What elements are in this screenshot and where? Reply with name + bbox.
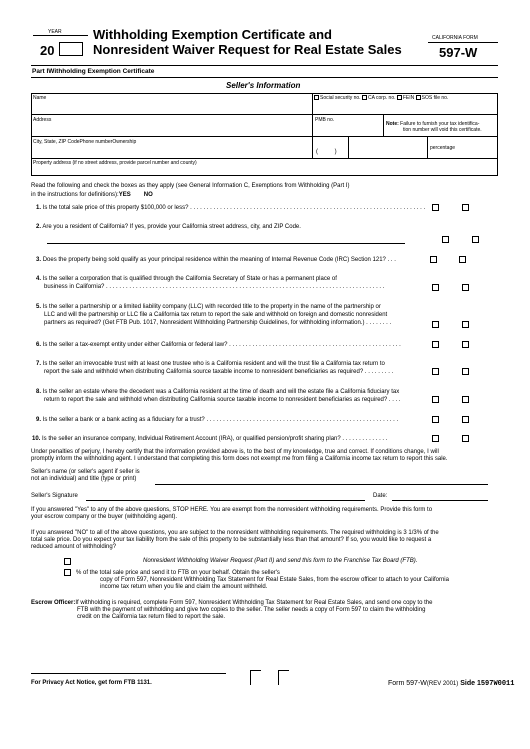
q6-yes-checkbox[interactable]	[432, 341, 439, 348]
q2-yes-checkbox[interactable]	[442, 236, 449, 243]
q9-yes-checkbox[interactable]	[432, 416, 439, 423]
question-10: 10. Is the seller an insurance company, Individual Retirement Account (IRA), or qualified pension/profit sharing plan? . . . . . . . . . . . . . .	[32, 436, 388, 442]
state-form-label: CALIFORNIA FORM	[432, 35, 478, 41]
question-3: 3. Does the property being sold qualify as your principal residence within the meaning of Internal Revenue Code (IRC) Section 121? . . .	[36, 257, 396, 263]
question-9: 9. Is the seller a bank or a bank acting as a fiduciary for a trust? . . . . . . . . . . . . . . . . . . . . . . . . . . . . . . . . . . . . . . . . . . . . . . . . . . . . . . . . . .	[36, 417, 399, 423]
q1-yes-checkbox[interactable]	[432, 204, 439, 211]
q9-no-checkbox[interactable]	[462, 416, 469, 423]
privacy-notice: For Privacy Act Notice, get form FTB 1131.	[31, 680, 152, 686]
corner-mark-right	[278, 670, 289, 685]
instructions-line2: in the instructions for definitions):YES NO	[31, 192, 153, 198]
form-title-line2: Nonresident Waiver Request for Real Estate Sales	[93, 42, 402, 57]
escrow-officer-text: Escrow Officer:If withholding is required, complete Form 597, Nonresident Withholding Tax Statement for Real Estate Sales, and send one copy to the FTB with the payment of withholding and give two copies to the seller. The seller needs a copy of Form 597 to claim the withholding credit on the California tax return filed to report the sale.	[31, 600, 433, 620]
address-label: Address	[33, 117, 52, 123]
fein-checkbox[interactable]	[397, 95, 402, 100]
q2-address-line[interactable]	[47, 243, 405, 244]
corner-mark-left	[250, 670, 261, 685]
phone-field[interactable]	[314, 146, 346, 157]
question-6: 6. Is the seller a tax-exempt entity under either California or federal law? . . . . . . . . . . . . . . . . . . . . . . . . . . . . . . . . . . . . . . . . . . . . . . . . . . . .	[36, 342, 401, 348]
withhold-percent-option: % of the total sale price and send it to FTB on your behalf. Obtain the seller's copy of Form 597, Nonresident Withholding Tax Statement for Real Estate Sales, from the escrow officer to attach to your California income tax return when you file and claim the amount withheld.	[76, 570, 449, 590]
id-options: Social security no. CA corp. no. FEIN SOS file no.	[314, 95, 448, 101]
id-number-field[interactable]	[314, 102, 496, 113]
seller-name-label: Seller's name (or seller's agent if seller is not an individual) and title (type or print)	[31, 469, 140, 482]
question-1: 1. Is the total sale price of this property $100,000 or less? . . . . . . . . . . . . . . . . . . . . . . . . . . . . . . . . . . . . . . . . . . . . . . . . . . . . . . . . . . . . . . . . . . . . . . .	[36, 205, 426, 211]
q7-no-checkbox[interactable]	[462, 368, 469, 375]
name-field[interactable]	[32, 102, 310, 113]
ssn-checkbox[interactable]	[314, 95, 319, 100]
city-state-zip-label: City, State, ZIP CodePhone numberOwnership	[33, 139, 137, 145]
q3-no-checkbox[interactable]	[459, 256, 466, 263]
pmb-field[interactable]	[314, 124, 381, 135]
year-label: YEAR	[48, 29, 62, 35]
form-number: 597-W	[439, 45, 478, 60]
q4-yes-checkbox[interactable]	[432, 284, 439, 291]
property-address-label: Property address (if no street address, provide parcel number and county)	[33, 160, 197, 166]
ca-corp-checkbox[interactable]	[362, 95, 367, 100]
seller-signature-line[interactable]	[86, 500, 365, 501]
part-label: Part IWithholding Exemption Certificate	[32, 68, 155, 75]
pmb-label: PMB no.	[315, 117, 335, 123]
percentage-label: percentage	[430, 145, 456, 151]
seller-signature-label: Seller's Signature	[31, 493, 78, 499]
waiver-request-checkbox[interactable]	[64, 558, 71, 565]
q2-no-checkbox[interactable]	[472, 236, 479, 243]
footer-form-id: Form 597-W(REV 2001) Side 1597W0011	[388, 680, 515, 688]
year-input-box[interactable]	[59, 42, 83, 56]
perjury-statement: Under penalties of perjury, I hereby certify that the information provided above is, to the best of my knowledge, true and correct. If conditions change, I will promptly inform the withholding agent. I understand that completing this form does not exempt me from filing a California income tax return to report this sale.	[31, 449, 448, 462]
question-2: 2. Are you a resident of California? If yes, provide your California street address, city, and ZIP Code.	[36, 224, 301, 230]
q1-no-checkbox[interactable]	[462, 204, 469, 211]
q8-yes-checkbox[interactable]	[432, 396, 439, 403]
city-state-zip-field[interactable]	[32, 146, 310, 157]
address-field[interactable]	[32, 124, 310, 135]
ownership-field[interactable]	[350, 146, 425, 157]
date-line[interactable]	[392, 500, 488, 501]
year-prefix: 20	[40, 43, 55, 58]
question-5: 5. Is the seller a partnership or a limited liability company (LLC) with recorded title to the property in the name of the partnership or LLC and will the partnership or LLC file a California tax return to report the sale and withhold on foreign and domestic nonresident partners as required? (Get FTB Pub. 1017, Nonresident Withholding Partnership Guidelines, for withholding information.) . . . . . . . .	[36, 304, 392, 326]
date-label: Date:	[373, 493, 388, 499]
question-7: 7. Is the seller an irrevocable trust with at least one trustee who is a California resident and will the trust file a California tax return to report the sale and withhold when distributing California source taxable income to nonresident beneficiaries as required? . . . . . . . . .	[36, 361, 394, 375]
tax-id-note: Note: Failure to furnish your tax identifica- tion number will void this certificate.	[386, 121, 482, 133]
yes-answer-text: If you answered "Yes" to any of the above questions, STOP HERE. You are exempt from the nonresident withholding requirements. Provide this form to your escrow company or the buyer (withholding agent).	[31, 507, 433, 520]
q10-yes-checkbox[interactable]	[432, 435, 439, 442]
sos-checkbox[interactable]	[416, 95, 421, 100]
name-label: Name	[33, 95, 47, 101]
withhold-percent-checkbox[interactable]	[64, 569, 71, 576]
q7-yes-checkbox[interactable]	[432, 368, 439, 375]
q5-no-checkbox[interactable]	[462, 321, 469, 328]
waiver-request-option: Nonresident Withholding Waiver Request (Part II) and send this form to the Franchise Tax Board (FTB).	[143, 558, 418, 564]
q6-no-checkbox[interactable]	[462, 341, 469, 348]
seller-name-line[interactable]	[155, 484, 488, 485]
q5-yes-checkbox[interactable]	[432, 321, 439, 328]
q4-no-checkbox[interactable]	[462, 284, 469, 291]
q10-no-checkbox[interactable]	[462, 435, 469, 442]
instructions-line1: Read the following and check the boxes as they apply (see General Information C, Exemptions from Withholding (Part I)	[31, 183, 350, 189]
q3-yes-checkbox[interactable]	[430, 256, 437, 263]
phone-parens[interactable]: ( )	[316, 149, 337, 155]
section-title: Seller's Information	[226, 81, 301, 90]
question-4: 4. Is the seller a corporation that is qualified through the California Secretary of State or has a permanent place of business in California? . . . . . . . . . . . . . . . . . . . . . . . . . . . . . . . . . . . . . . . . . . . . . . . . . . . . . . . . . . . . . . . . . . . . . . . . . . . . . . . . . . . .	[36, 276, 385, 290]
question-8: 8. Is the seller an estate where the decedent was a California resident at the time of death and will the estate file a California fiduciary tax return to report the sale and withhold when distributing California source taxable income to nonresident beneficiaries as required? . . . .	[36, 389, 401, 403]
q8-no-checkbox[interactable]	[462, 396, 469, 403]
no-answer-text: If you answered "NO" to all of the above questions, you are subject to the nonresident withholding requirements. The required withholding is 3 1/3% of the total sale price. Do you expect your tax liability from the sale of this property to be substantially less than that amount? If so, you would like to request a reduced amount of withholding?	[31, 530, 439, 550]
property-address-field[interactable]	[32, 167, 496, 175]
form-title-line1: Withholding Exemption Certificate and	[93, 27, 332, 42]
